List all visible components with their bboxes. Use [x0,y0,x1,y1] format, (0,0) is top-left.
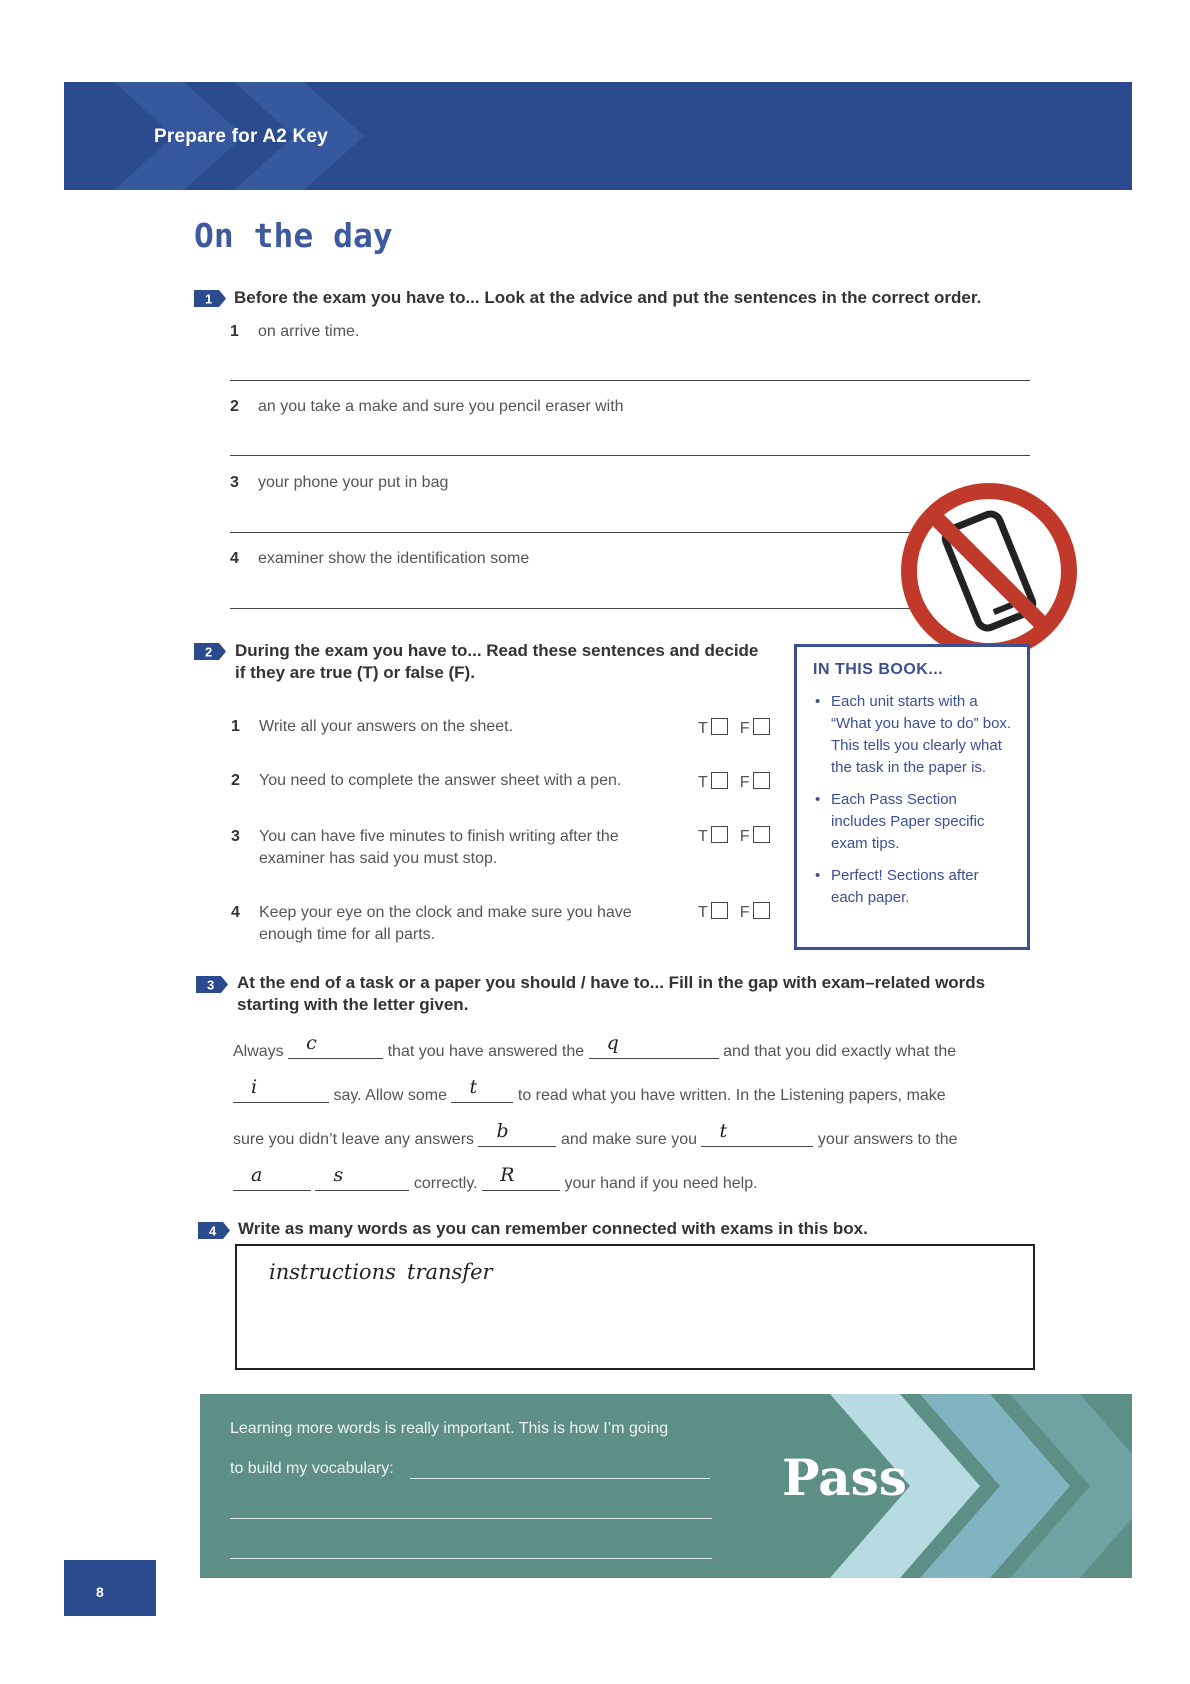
exercise-badge-1 [194,290,226,307]
gap-input[interactable]: i [233,1084,329,1103]
gap-fill-line-2: i say. Allow some t to read what you have written. In the Listening papers, make [233,1084,946,1105]
gap-input[interactable]: t [451,1084,513,1103]
pass-text-line: to build my vocabulary: [230,1460,394,1477]
no-phone-icon [896,478,1082,664]
info-box [794,644,1030,950]
true-false-boxes[interactable]: T F [698,772,782,792]
info-bullet: • Each unit starts with a “What you have to do” box. This tells you clearly what the task in the paper is. [815,691,1015,779]
handwritten-word: transfer [407,1260,493,1284]
exercise-1-instruction: Before the exam you have to... Look at the advice and put the sentences in the correct order. [234,288,982,307]
checkbox-false [753,826,770,843]
vocabulary-answer-line[interactable] [230,1518,712,1519]
header-title: Prepare for A2 Key [154,126,328,147]
info-box-list [815,691,1015,919]
checkbox-false [753,718,770,735]
gap-input[interactable]: s [315,1172,409,1191]
svg-text:3: 3 [207,977,215,993]
ex2-item: 4 Keep your eye on the clock and make sure you have enough time for all parts. [231,904,632,943]
ex1-item: 2 an you take a make and sure you pencil eraser with [230,398,624,415]
checkbox-true [711,772,728,789]
info-bullet: • Each Pass Section includes Paper specific exam tips. [815,789,1015,855]
ex1-item: 4 examiner show the identification some [230,550,530,567]
info-box-title: IN THIS BOOK... [813,661,944,678]
exercise-3-instruction: At the end of a task or a paper you should / have to... Fill in the gap with exam–related words starting with the letter given. [237,973,986,1014]
svg-text:2: 2 [205,644,213,660]
vocabulary-answer-line[interactable] [230,1558,712,1559]
answer-line[interactable] [230,455,1030,456]
gap-input[interactable]: t [701,1128,813,1147]
answer-line[interactable] [230,532,910,533]
answer-line[interactable] [230,380,1030,381]
ex2-item: 2 You need to complete the answer sheet with a pen. [231,772,622,789]
checkbox-false [753,772,770,789]
svg-text:4: 4 [209,1223,217,1239]
exercise-badge-2 [194,643,226,660]
pass-logo: Pass [782,1448,907,1507]
pass-text-line: Learning more words is really important. This is how I’m going [230,1420,669,1437]
ex2-item: 3 You can have five minutes to finish writing after the examiner has said you must stop. [231,828,619,867]
gap-input[interactable]: a [233,1172,311,1191]
checkbox-true [711,718,728,735]
gap-input[interactable]: R [482,1172,560,1191]
gap-fill-line-3: sure you didn’t leave any answers b and make sure you t your answers to the [233,1120,958,1148]
exercise-4-instruction: Write as many words as you can remember connected with exams in this box. [238,1219,868,1238]
ex1-item: 3 your phone your put in bag [230,474,449,491]
svg-text:1: 1 [205,291,213,307]
gap-fill-line-1: Always c that you have answered the q and that you did exactly what the [233,1032,957,1060]
checkbox-false [753,902,770,919]
page-number-box [64,1560,156,1616]
words-box[interactable] [235,1244,1035,1370]
true-false-boxes[interactable]: T F [698,902,782,922]
page-number: 8 [96,1584,104,1600]
checkbox-true [711,902,728,919]
vocabulary-answer-line[interactable] [410,1478,710,1479]
page-title: On the day [194,216,393,255]
true-false-boxes[interactable]: T F [698,826,782,846]
true-false-boxes[interactable]: T F [698,718,782,738]
ex2-item: 1 Write all your answers on the sheet. [231,718,514,735]
gap-input[interactable]: b [478,1128,556,1147]
exercise-badge-3 [196,976,228,993]
answer-line[interactable] [230,608,910,609]
info-bullet: • Perfect! Sections after each paper. [815,865,1015,909]
gap-input[interactable]: c [288,1040,383,1059]
handwritten-word: instructions [269,1260,396,1284]
checkbox-true [711,826,728,843]
pass-band [200,1394,1132,1578]
gap-fill-line-4: a s correctly. R your hand if you need help. [233,1172,758,1193]
header-band [64,82,1132,190]
exercise-2-instruction: During the exam you have to... Read these sentences and decide if they are true (T) or false (F). [235,641,759,682]
exercise-badge-4 [198,1222,230,1239]
gap-input[interactable]: q [589,1040,719,1059]
ex1-item: 1 on arrive time. [230,323,360,340]
